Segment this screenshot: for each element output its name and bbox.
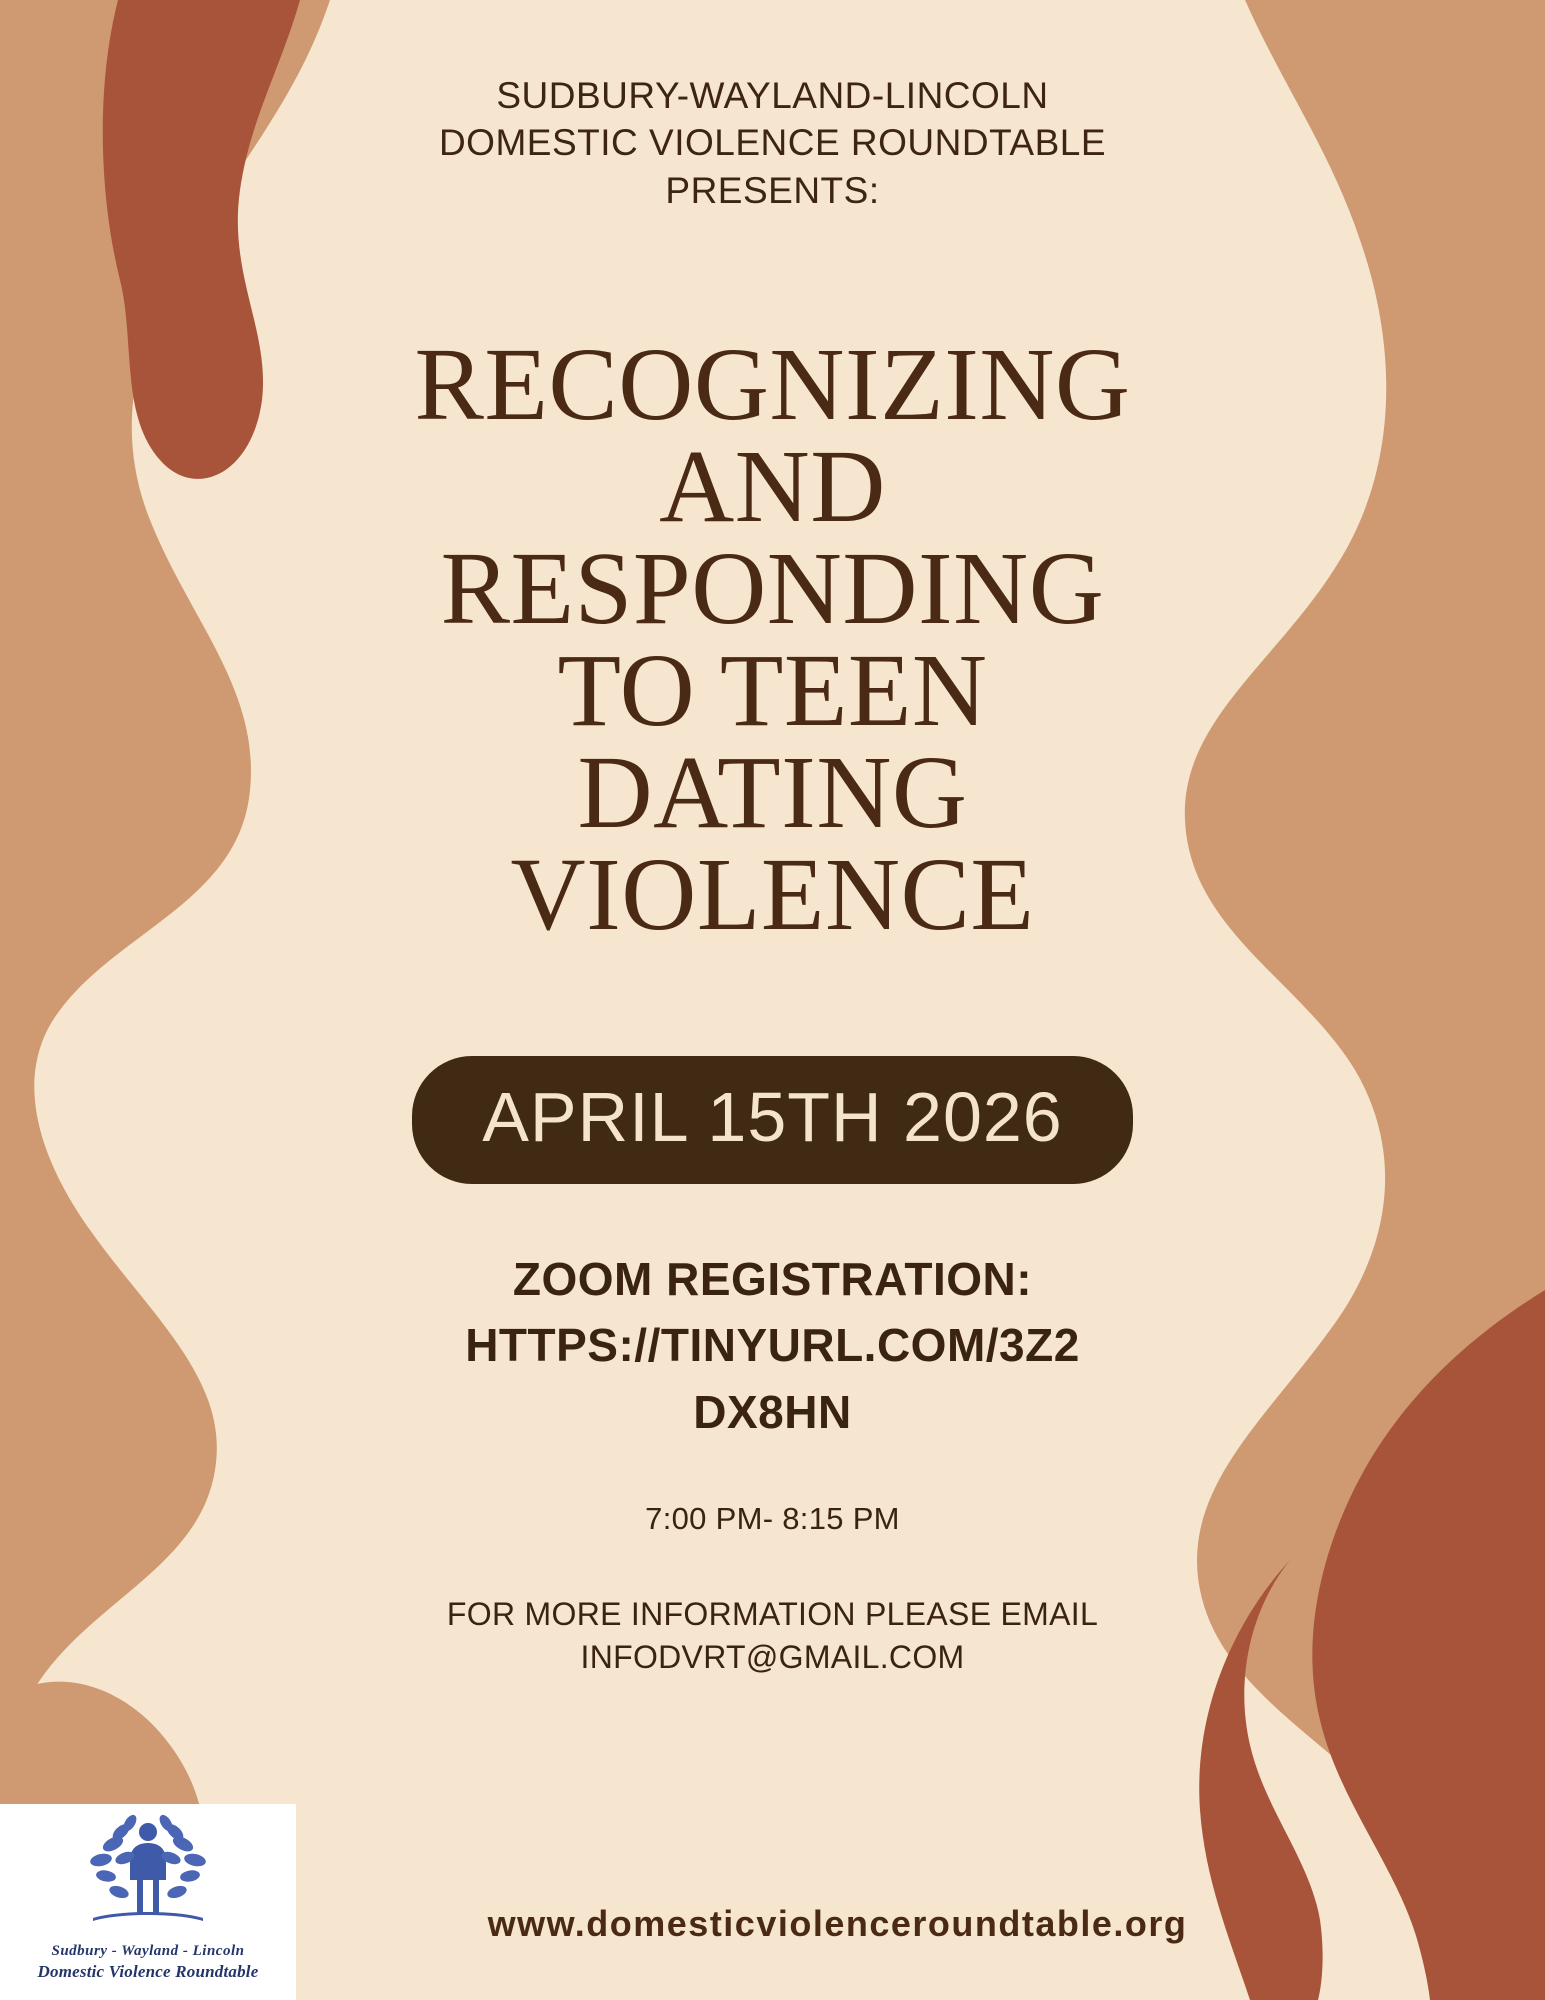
presenter-line-3: PRESENTS: <box>665 169 880 211</box>
zoom-registration-block <box>465 1246 1080 1446</box>
contact-email[interactable]: INFODVRT@GMAIL.COM <box>580 1638 965 1675</box>
contact-info-block <box>447 1593 1098 1679</box>
logo-text <box>38 1942 259 1982</box>
headline-line-4: TO TEEN <box>557 632 988 748</box>
headline-line-5: DATING <box>577 734 968 850</box>
event-date-badge: APRIL 15TH 2026 <box>412 1056 1133 1184</box>
event-time: 7:00 PM- 8:15 PM <box>645 1500 900 1536</box>
zoom-registration-link-part-1[interactable]: HTTPS://TINYURL.COM/3Z2 <box>465 1319 1080 1372</box>
page-title <box>414 327 1131 952</box>
zoom-registration-link-part-2[interactable]: DX8HN <box>693 1385 852 1438</box>
presenter-block <box>439 72 1106 214</box>
presenter-line-1: SUDBURY-WAYLAND-LINCOLN <box>496 75 1049 116</box>
website-url[interactable]: www.domesticviolenceroundtable.org <box>487 1903 1188 1944</box>
headline-line-1: RECOGNIZING <box>414 327 1131 443</box>
headline-line-2: AND <box>659 428 886 544</box>
logo-text-line-1: Sudbury - Wayland - Lincoln <box>51 1943 245 1959</box>
headline-line-6: VIOLENCE <box>510 836 1035 952</box>
presenter-line-2: DOMESTIC VIOLENCE ROUNDTABLE <box>438 122 1107 164</box>
headline-line-3: RESPONDING <box>440 530 1105 646</box>
zoom-registration-label: ZOOM REGISTRATION: <box>512 1252 1033 1305</box>
organization-logo <box>0 1804 296 2000</box>
tree-person-logo-icon <box>73 1814 223 1942</box>
logo-text-line-2: Domestic Violence Roundtable <box>37 1961 259 1981</box>
contact-info-line-1: FOR MORE INFORMATION PLEASE EMAIL <box>446 1595 1099 1632</box>
